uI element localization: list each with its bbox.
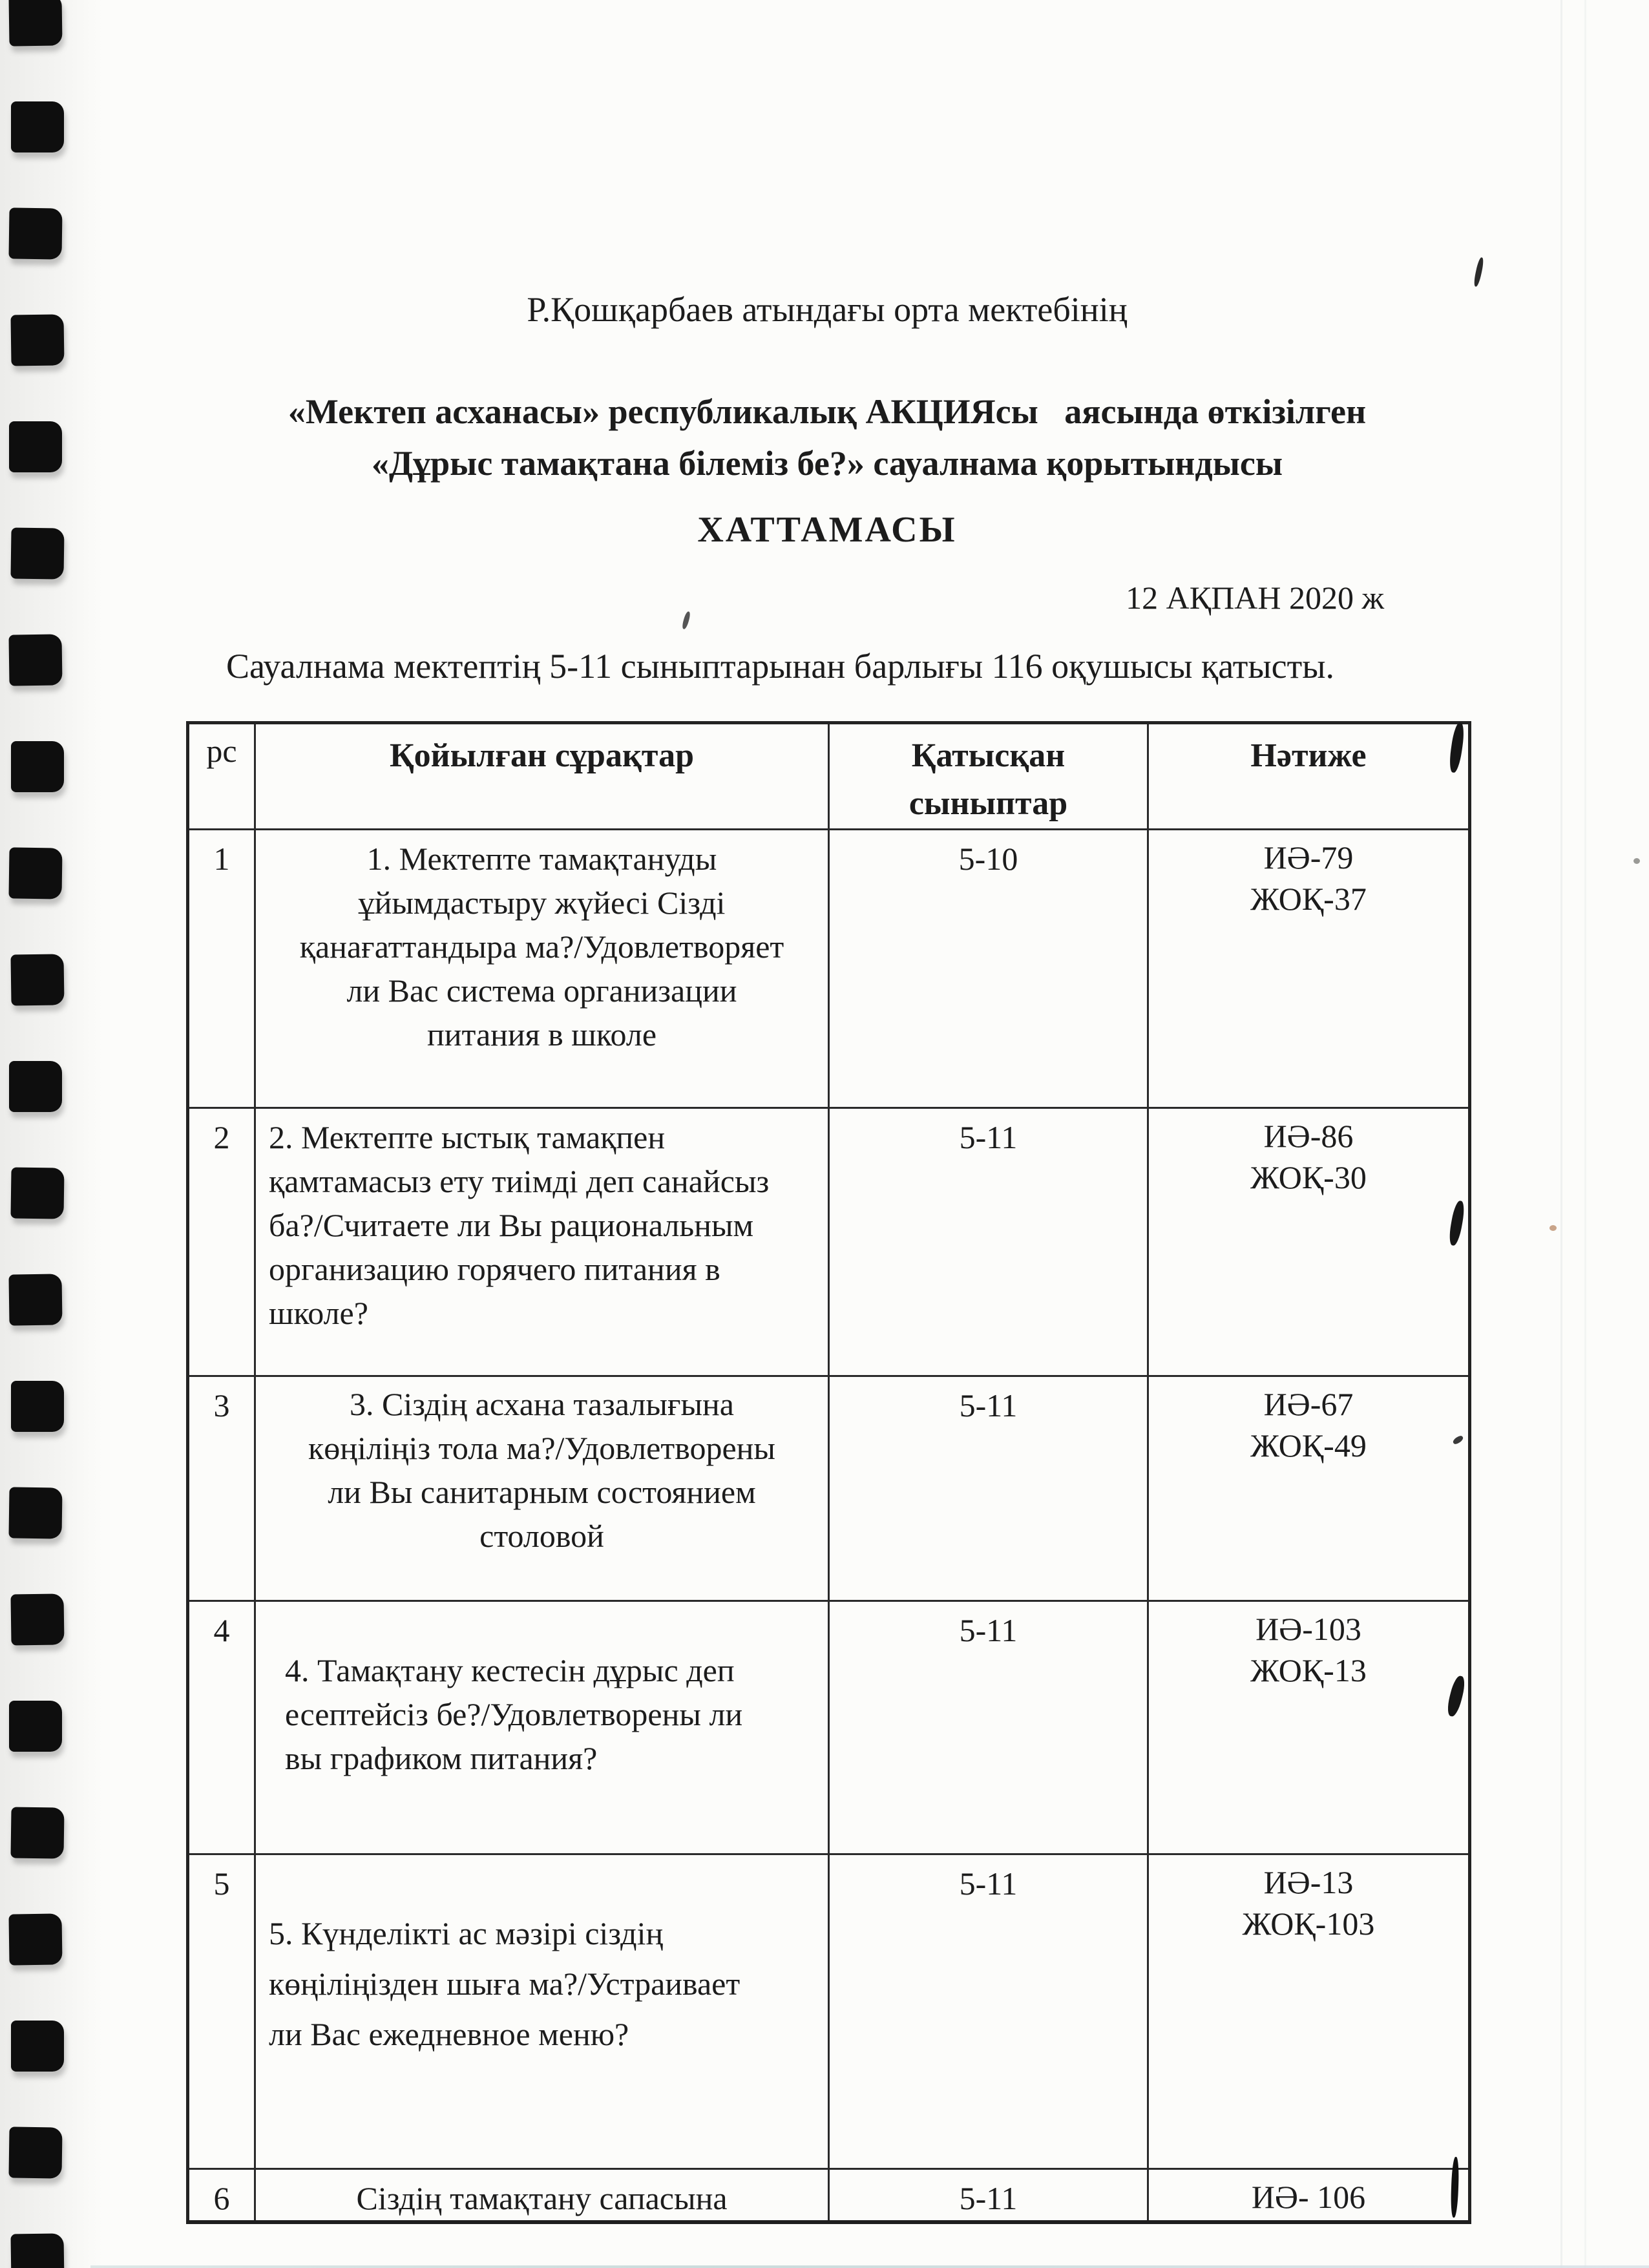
binding-comb [8,0,62,47]
binding-comb [10,314,64,366]
result-no-value: ЖОҚ-103 [1242,1906,1375,1942]
row-number-cell: 4 [188,1601,255,1854]
table-row [188,830,1470,1108]
row-number-cell: 3 [188,1376,255,1601]
question-cell: 5. Күнделікті ас мәзірі сіздің көңіліңізден шыға ма?/Устраивает ли Вас ежедневное меню? [255,1854,829,2169]
binding-comb [11,741,64,792]
table-header-row [188,723,1470,830]
classes-cell: 5-11 [829,1108,1148,1376]
binding-comb [8,634,62,686]
table-body [188,830,1470,2223]
binding-comb [10,527,64,579]
result-no-value: ЖОҚ-30 [1250,1159,1367,1196]
row-number-cell: 2 [188,1108,255,1376]
header-classes: Қатысқан сыныптар [829,723,1148,830]
classes-cell: 5-11 [829,1376,1148,1601]
classes-cell: 5-11 [829,1854,1148,2169]
scanner-streak [1560,0,1562,2268]
header-row-number: рс [188,723,255,830]
result-yes-value: ИӘ-67 [1263,1386,1354,1423]
result-no-value: ЖОҚ-49 [1250,1427,1367,1464]
row-number-cell: 1 [188,830,255,1108]
row-number-cell: 5 [188,1854,255,2169]
binding-comb [8,1913,62,1965]
question-cell: Сіздің тамақтану сапасына [255,2169,829,2223]
binding-comb [8,207,62,259]
row-number-cell: 6 [188,2169,255,2223]
question-cell: 2. Мектепте ыстық тамақпен қамтамасыз ету тиімді деп санайсыз ба?/Считаете ли Вы рациональным организацию горячего питания в школе? [255,1108,829,1376]
binding-comb [10,1167,64,1219]
document-content [186,0,1468,2224]
table-row [188,2169,1470,2223]
binding-comb [11,101,64,152]
binding-comb [8,2126,62,2178]
classes-cell: 5-11 [829,2169,1148,2223]
binding-comb [9,1701,62,1752]
result-cell [1148,1376,1470,1601]
binding-comb [9,1061,62,1112]
ink-tick-artifact [1473,257,1484,288]
binding-comb [11,2021,64,2072]
date-line: 12 АҚПАН 2020 ж [1126,579,1384,616]
result-cell [1148,1601,1470,1854]
binding-comb [8,1274,62,1325]
binding-comb [8,1487,62,1538]
table-row [188,1108,1470,1376]
question-cell: 3. Сіздің асхана тазалығына көңіліңіз тола ма?/Удовлетворены ли Вы санитарным состоянием столовой [255,1376,829,1601]
result-yes-value: ИӘ- 106 [1251,2179,1366,2216]
action-title-line: «Мектеп асханасы» республикалық АКЦИЯсы аясында өткізілген [288,392,1367,432]
intro-line: Сауалнама мектептің 5-11 сыныптарынан барлығы 116 оқушысы қатысты. [226,647,1335,686]
classes-cell: 5-11 [829,1601,1148,1854]
binding-comb [10,1807,64,1858]
school-name-line: Р.Қошқарбаев атындағы орта мектебінің [527,290,1128,329]
result-cell [1148,2169,1470,2223]
dust-dot-artifact [1633,858,1640,864]
binding-comb [8,847,62,899]
result-yes-value: ИӘ-79 [1263,839,1354,876]
scan-bottom-edge [90,2265,1649,2268]
table-row [188,1376,1470,1601]
binding-comb [9,421,62,472]
result-cell [1148,1108,1470,1376]
survey-title-line: «Дұрыс тамақтана білеміз бе?» сауалнама қорытындысы [371,444,1283,483]
table-row [188,1854,1470,2169]
binding-comb [11,1381,64,1432]
result-yes-value: ИӘ-13 [1263,1864,1354,1901]
header-questions: Қойылған сұрақтар [255,723,829,830]
result-cell [1148,830,1470,1108]
question-cell: 4. Тамақтану кестесін дұрыс деп есептейсіз бе?/Удовлетворены ли вы графиком питания? [255,1601,829,1854]
binding-comb [10,2233,64,2268]
result-yes-value: ИӘ-103 [1255,1611,1361,1648]
dust-dot-artifact [1549,1225,1557,1231]
binding-comb [10,1593,64,1645]
result-no-value: ЖОҚ-37 [1250,881,1367,918]
result-yes-value: ИӘ-86 [1263,1118,1354,1155]
header-result: Нәтиже [1148,723,1470,830]
binding-comb [10,954,64,1005]
table-row [188,1601,1470,1854]
result-no-value: ЖОҚ-13 [1250,1652,1367,1689]
result-cell [1148,1854,1470,2169]
question-cell: 1. Мектепте тамақтануды ұйымдастыру жүйесі Сізді қанағаттандыра ма?/Удовлетворяет ли Вас система организации питания в школе [255,830,829,1108]
survey-results-table [186,721,1471,2224]
classes-cell: 5-10 [829,830,1148,1108]
protocol-title: ХАТТАМАСЫ [697,510,957,551]
scanner-streak [1584,0,1586,2268]
